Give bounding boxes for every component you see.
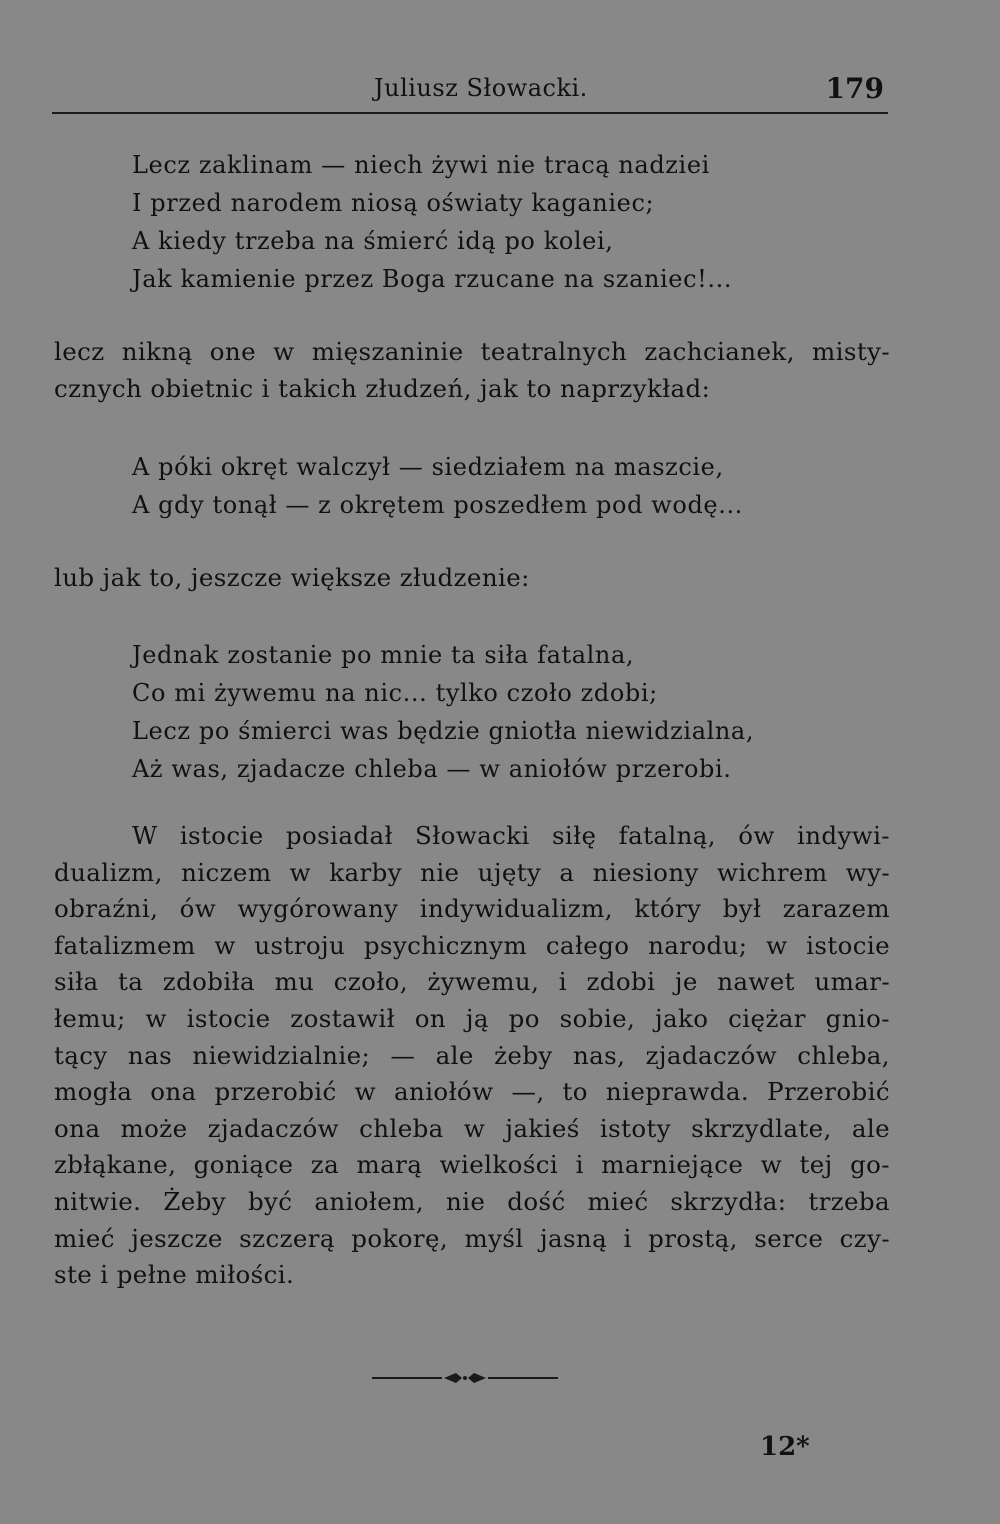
verse-line: Aż was, zjadacze chleba — w aniołów przerobi. [132,755,732,783]
page-number: 179 [825,72,884,105]
verse-line: A póki okręt walczył — siedziałem na maszcie, [132,453,724,481]
prose-line: lub jak to, jeszcze większe złudzenie: [54,563,530,592]
prose-line: cznych obietnic i takich złudzeń, jak to naprzykład: [54,373,711,403]
verse-line: A gdy tonął — z okrętem poszedłem pod wodę... [132,491,743,519]
prose-line: fatalizmem w ustroju psychicznym całego narodu; w istocie [54,930,890,960]
verse-stanza-1 [132,146,732,298]
prose-paragraph-2 [54,560,890,597]
prose-line: zbłąkane, goniące za marą wielkości i marniejące w tej go- [54,1150,890,1180]
verse-line: Co mi żywemu na nic... tylko czoło zdobi; [132,679,658,707]
verse-stanza-2 [132,448,743,524]
prose-paragraph-3 [54,818,890,1294]
prose-line: ona może zjadaczów chleba w jakieś istoty skrzydlate, ale [54,1113,890,1143]
prose-paragraph-1 [54,334,890,407]
prose-line: tący nas niewidzialnie; — ale żeby nas, zjadaczów chleba, [54,1040,890,1070]
verse-line: Lecz zaklinam — niech żywi nie tracą nadziei [132,151,710,179]
prose-line: dualizm, niczem w karby nie ujęty a niesiony wichrem wy- [54,857,890,887]
verse-line: Jednak zostanie po mnie ta siła fatalna, [132,641,635,669]
prose-line: lecz nikną one w mięszaninie teatralnych zachcianek, misty- [54,337,890,366]
signature-mark: 12* [760,1432,810,1462]
verse-stanza-3 [132,636,754,788]
verse-line: I przed narodem niosą oświaty kaganiec; [132,189,655,217]
verse-line: Lecz po śmierci was będzie gniotła niewidzialna, [132,717,755,745]
prose-line: mogła ona przerobić w aniołów —, to nieprawda. Przerobić [54,1077,890,1107]
prose-line: łemu; w istocie zostawił on ją po sobie, jako ciężar gnio- [54,1003,890,1033]
section-end-ornament [372,1368,558,1388]
prose-line: nitwie. Żeby być aniołem, nie dość mieć skrzydła: trzeba [54,1186,890,1216]
prose-line: ste i pełne miłości. [54,1260,295,1290]
prose-line: W istocie posiadał Słowacki siłę fatalną, ów indywi- [132,821,890,850]
running-header [52,68,888,114]
prose-line: siła ta zdobiła mu czoło, żywemu, i zdobi je nawet umar- [54,967,890,997]
verse-line: Jak kamienie przez Boga rzucane na szaniec!... [132,265,733,293]
prose-line: obraźni, ów wygórowany indywidualizm, który był zarazem [54,894,890,924]
verse-line: A kiedy trzeba na śmierć idą po kolei, [132,227,614,255]
prose-line: mieć jeszcze szczerą pokorę, myśl jasną i prostą, serce czy- [54,1223,890,1253]
running-title: Juliusz Słowacki. [374,74,588,102]
